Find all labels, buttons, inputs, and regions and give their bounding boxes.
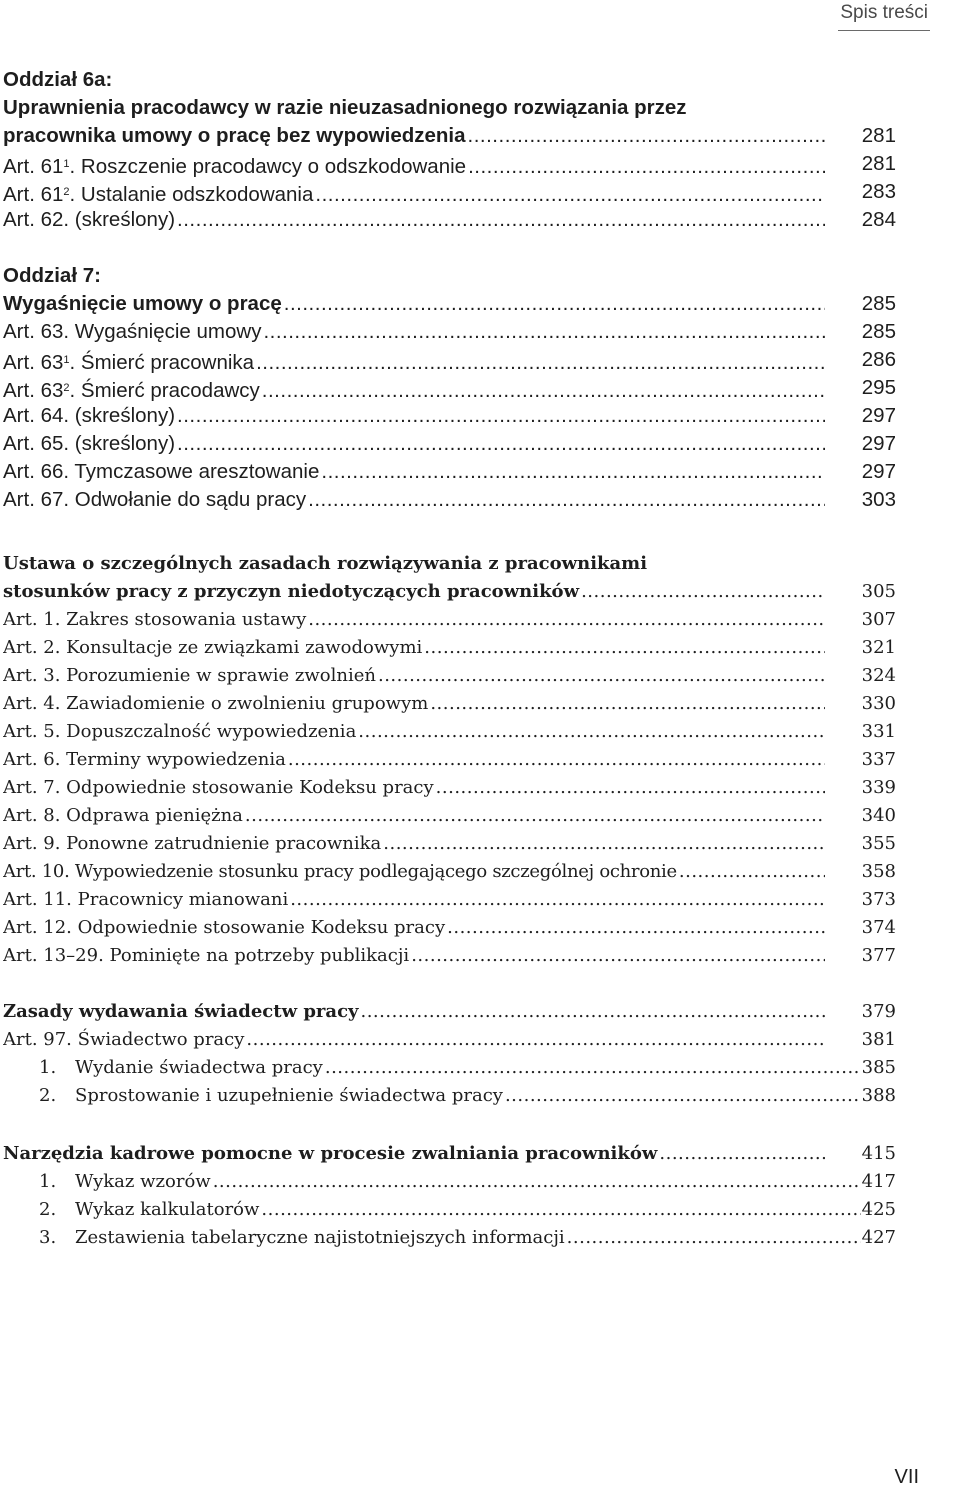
toc-entry: Art. 12. Odpowiednie stosowanie Kodeksu pracy ..... 374 [3,914,896,942]
dot-leader [308,606,825,634]
toc-page: 385 [861,1057,896,1078]
section-title: Ustawa o szczególnych zasadach rozwiązywania z pracownikami [3,553,648,574]
toc-entry: 1. Wykaz wzorów ..... 417 [3,1168,896,1196]
toc-page: 417 [861,1171,896,1192]
toc-entry: 2. Sprostowanie i uzupełnienie świadectwa pracy ..... 388 [3,1082,896,1110]
toc-entry: Art. 10. Wypowiedzenie stosunku pracy podlegającego szczególnej ochronie ..... 358 [3,858,896,886]
section-label: Oddział 6a: [3,68,113,91]
toc-page: 281 [861,152,896,175]
toc-entry: Art. 3. Porozumienie w sprawie zwolnień ..... 324 [3,662,896,690]
toc-entry: Art. 2. Konsultacje ze związkami zawodowymi ..... 321 [3,634,896,662]
toc-page: 281 [861,124,896,147]
toc-entry: 3. Zestawienia tabelaryczne najistotniejszych informacji ..... 427 [3,1224,896,1252]
toc-page: 427 [861,1227,896,1248]
toc-page: 355 [861,833,896,854]
toc-entry: Art. 8. Odprawa pieniężna ..... 340 [3,802,896,830]
dot-leader [447,914,825,942]
dot-leader [321,458,825,486]
toc-page: 297 [861,432,896,455]
toc-page: 330 [861,693,896,714]
dot-leader [213,1168,861,1196]
dot-leader [325,1054,861,1082]
toc-entry: Art. 1. Zakres stosowania ustawy ..... 307 [3,606,896,634]
toc-page: 331 [861,721,896,742]
toc-entry: Art. 11. Pracownicy mianowani ..... 373 [3,886,896,914]
dot-leader [468,122,825,150]
toc-page: 340 [861,805,896,826]
toc-entry: Art. 4. Zawiadomienie o zwolnieniu grupowym ..... 330 [3,690,896,718]
dot-leader [358,718,825,746]
running-header [838,2,930,31]
dot-leader [430,690,825,718]
dot-leader [411,942,825,970]
dot-leader [436,774,825,802]
header-rule [838,30,930,31]
toc-page: 324 [861,665,896,686]
toc-entry: Art. 62. (skreślony) ..... 284 [3,206,896,234]
section-label: Oddział 7: [3,264,101,287]
dot-leader [424,634,825,662]
dot-leader [290,886,825,914]
toc-page: 377 [861,945,896,966]
toc-page: 337 [861,749,896,770]
running-header-title: Spis treści [840,2,928,23]
toc-page: 285 [861,292,896,315]
toc-entry: Art. 63. Wygaśnięcie umowy ..... 285 [3,318,896,346]
toc-page: 284 [861,208,896,231]
toc-page: 374 [861,917,896,938]
toc-entry: Narzędzia kadrowe pomocne w procesie zwalniania pracowników ..... 415 [3,1140,896,1168]
toc-entry: Art. 6. Terminy wypowiedzenia ..... 337 [3,746,896,774]
toc-entry: Art. 9. Ponowne zatrudnienie pracownika ..... 355 [3,830,896,858]
toc-entry: Art. 64. (skreślony) ..... 297 [3,402,896,430]
dot-leader [288,746,825,774]
toc-entry: stosunków pracy z przyczyn niedotyczących pracowników ..... 305 [3,578,896,606]
toc-entry: Art. 5. Dopuszczalność wypowiedzenia ..... 331 [3,718,896,746]
dot-leader [505,1082,861,1110]
dot-leader [468,153,825,178]
toc-entry: 2. Wykaz kalkulatorów ..... 425 [3,1196,896,1224]
dot-leader [567,1224,861,1252]
toc-entry: Zasady wydawania świadectw pracy ..... 379 [3,998,896,1026]
toc-page: 297 [861,460,896,483]
toc-page: 425 [861,1199,896,1220]
dot-leader [261,1196,861,1224]
toc-entry: Art. $63^2$. Śmierć pracodawcy ..... 295 [3,374,896,402]
dot-leader [378,662,825,690]
toc-page: 379 [861,1001,896,1022]
toc-page: 358 [861,861,896,882]
toc-entry: Art. 97. Świadectwo pracy ..... 381 [3,1026,896,1054]
dot-leader [315,181,825,206]
toc-entry: Art. 65. (skreślony) ..... 297 [3,430,896,458]
toc-page: 373 [861,889,896,910]
toc-page: 297 [861,404,896,427]
toc-entry: Art. 66. Tymczasowe aresztowanie ..... 297 [3,458,896,486]
toc-page: 307 [861,609,896,630]
dot-leader [581,578,825,606]
toc-entry: Art. 67. Odwołanie do sądu pracy ..... 303 [3,486,896,514]
dot-leader [177,206,825,234]
toc-entry: Art. $63^1$. Śmierć pracownika ..... 286 [3,346,896,374]
toc-page: 283 [861,180,896,203]
toc-page: 285 [861,320,896,343]
dot-leader [284,290,825,318]
toc-page: 295 [861,376,896,399]
dot-leader [245,802,825,830]
toc-page: 321 [861,637,896,658]
toc-page: 303 [861,488,896,511]
toc-entry: Art. $61^1$. Roszczenie pracodawcy o odszkodowanie ..... 281 [3,150,896,178]
toc-entry: Art. 7. Odpowiednie stosowanie Kodeksu pracy ..... 339 [3,774,896,802]
toc-page: 381 [861,1029,896,1050]
dot-leader [177,430,825,458]
toc-page: 339 [861,777,896,798]
toc-page: 415 [861,1143,896,1164]
toc-entry: Art. 13–29. Pominięte na potrzeby publikacji ..... 377 [3,942,896,970]
dot-leader [177,402,825,430]
dot-leader [246,1026,825,1054]
dot-leader [383,830,825,858]
dot-leader [679,858,825,886]
dot-leader [659,1140,825,1168]
dot-leader [256,349,825,374]
toc-entry: Wygaśnięcie umowy o pracę ..... 285 [3,290,896,318]
page-number: VII [894,1466,919,1488]
toc-entry: Art. $61^2$. Ustalanie odszkodowania ..... 283 [3,178,896,206]
toc-page: 305 [861,581,896,602]
toc-page: 388 [861,1085,896,1106]
toc-entry: pracownika umowy o pracę bez wypowiedzenia ..... 281 [3,122,896,150]
section-title: Uprawnienia pracodawcy w razie nieuzasadnionego rozwiązania przez [3,96,687,119]
toc-entry: 1. Wydanie świadectwa pracy ..... 385 [3,1054,896,1082]
dot-leader [360,998,825,1026]
dot-leader [308,486,825,514]
dot-leader [262,377,825,402]
toc-page: 286 [861,348,896,371]
dot-leader [263,318,825,346]
